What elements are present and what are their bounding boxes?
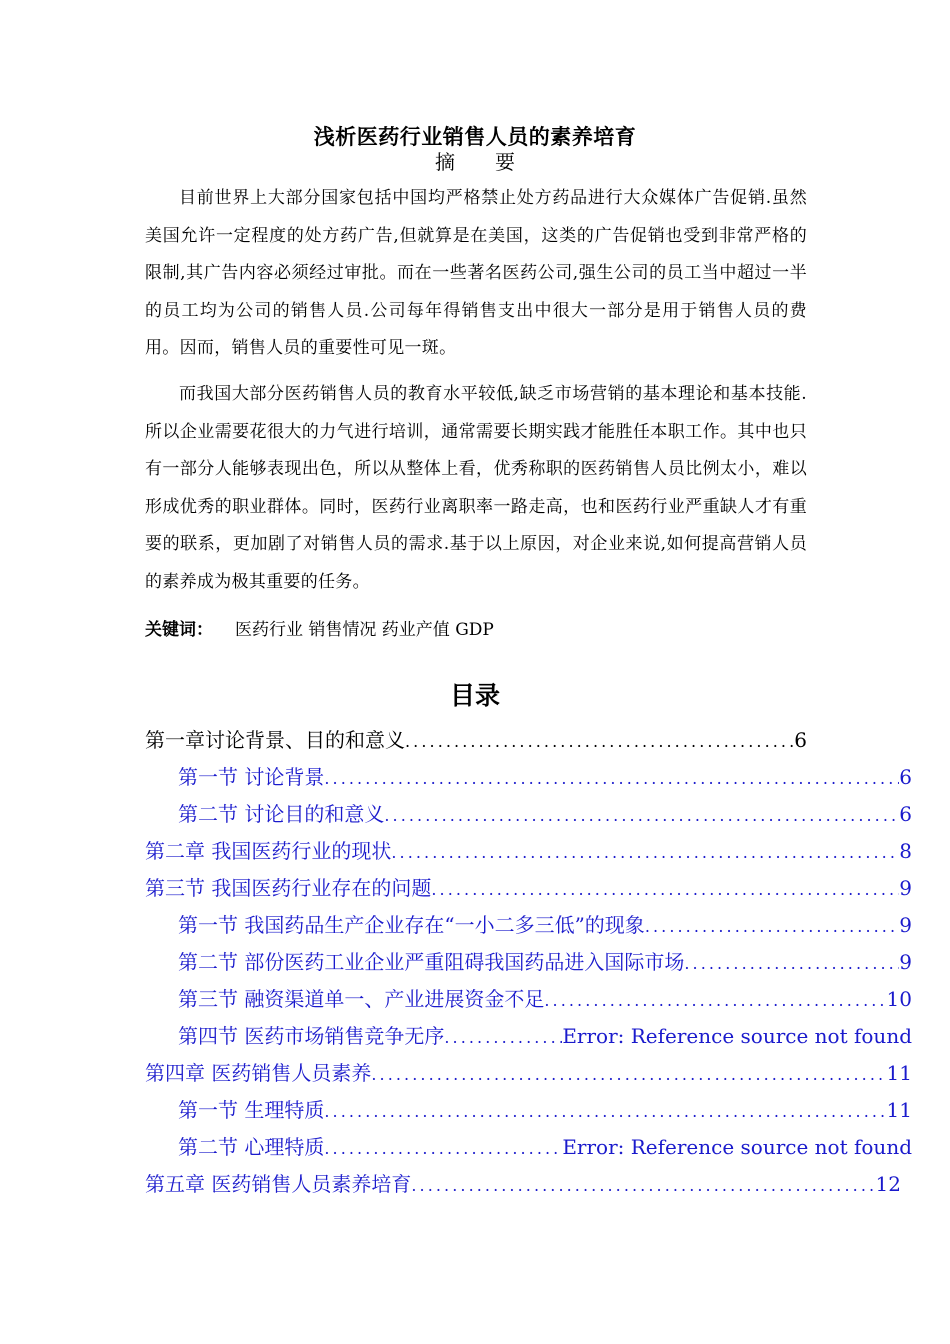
toc-entry[interactable] (145, 722, 807, 758)
toc-entry[interactable] (178, 1129, 912, 1165)
toc-leader-dots (324, 1092, 886, 1128)
toc-entry[interactable] (178, 907, 912, 943)
abstract-heading: 摘 要 (435, 150, 515, 174)
toc-title: 目录 (449, 681, 500, 710)
toc-entry-page: 8 (899, 839, 912, 863)
toc-entry[interactable] (145, 833, 912, 869)
toc-entry-page: 10 (886, 987, 912, 1011)
toc-leader-dots (645, 907, 899, 943)
toc-entry-page: 6 (899, 802, 912, 826)
toc-entry-label: 第一章讨论背景、目的和意义 (145, 728, 405, 752)
toc-leader-dots (684, 944, 899, 980)
toc-entry[interactable] (178, 1092, 912, 1128)
keywords-label: 关键词： (145, 620, 213, 640)
toc-entry-label: 第四节 医药市场销售竞争无序 (178, 1024, 445, 1048)
toc-leader-dots (371, 1055, 886, 1091)
toc-entry-label: 第三节 融资渠道单一、产业进展资金不足 (178, 987, 545, 1011)
toc-entry-label: 第一节 生理特质 (178, 1098, 325, 1122)
keywords-line (145, 616, 494, 644)
toc-leader-dots (391, 833, 899, 869)
toc-entry-page: 6 (899, 765, 912, 789)
toc-leader-dots (324, 1129, 562, 1165)
toc-entry-page: 9 (899, 876, 912, 900)
toc-leader-dots (444, 1018, 562, 1054)
keywords-values: 医药行业 销售情况 药业产值 GDP (235, 620, 494, 640)
toc-entry-label: 第二节 讨论目的和意义 (178, 802, 385, 826)
toc-entry-label: 第四章 医药销售人员素养 (145, 1061, 372, 1085)
toc-entry-page: Error: Reference source not found (562, 1135, 912, 1159)
toc-entry[interactable] (178, 981, 912, 1017)
toc-entry-label: 第二节 心理特质 (178, 1135, 325, 1159)
toc-entry[interactable] (178, 796, 912, 832)
toc-entry-page: 9 (899, 913, 912, 937)
toc-entry[interactable] (178, 944, 912, 980)
toc-entry[interactable] (145, 1166, 901, 1202)
toc-leader-dots (411, 1166, 875, 1202)
abstract-paragraph-2: 而我国大部分医药销售人员的教育水平较低,缺乏市场营销的基本理论和基本技能.所以企业需要花很大的力气进行培训，通常需要长期实践才能胜任本职工作。其中也只有一部分人能够表现出色，所以从整体上看，优秀称职的医药销售人员比例太小，难以形成优秀的职业群体。同时，医药行业离职率一路走高，也和医药行业严重缺人才有重要的联系，更加剧了对销售人员的需求.基于以上原因，对企业来说,如何提高营销人员的素养成为极其重要的任务。 (145, 384, 807, 592)
toc-entry-label: 第二章 我国医药行业的现状 (145, 839, 392, 863)
toc-entry-page: 12 (875, 1172, 901, 1196)
toc-leader-dots (405, 722, 794, 758)
toc-leader-dots (324, 759, 899, 795)
toc-leader-dots (384, 796, 899, 832)
toc-entry-label: 第五章 医药销售人员素养培育 (145, 1172, 412, 1196)
toc-leader-dots (431, 870, 899, 906)
toc-entry-page: 9 (899, 950, 912, 974)
toc-entry[interactable] (178, 759, 912, 795)
toc-entry[interactable] (145, 1055, 912, 1091)
toc-entry-label: 第一节 我国药品生产企业存在“一小二多三低”的现象 (178, 913, 645, 937)
toc-entry-page: 6 (794, 728, 807, 752)
toc-entry-label: 第二节 部份医药工业企业严重阻碍我国药品进入国际市场 (178, 950, 685, 974)
document-title: 浅析医药行业销售人员的素养培育 (313, 124, 637, 149)
toc-entry-label: 第一节 讨论背景 (178, 765, 325, 789)
toc-entry[interactable] (178, 1018, 912, 1054)
toc-entry-label: 第三节 我国医药行业存在的问题 (145, 876, 432, 900)
toc-entry[interactable] (145, 870, 912, 906)
toc-entry-page: 11 (886, 1098, 912, 1122)
abstract-paragraph-1: 目前世界上大部分国家包括中国均严格禁止处方药品进行大众媒体广告促销.虽然美国允许一定程度的处方药广告,但就算是在美国，这类的广告促销也受到非常严格的限制,其广告内容必须经过审批。而在一些著名医药公司,强生公司的员工当中超过一半的员工均为公司的销售人员.公司每年得销售支出中很大一部分是用于销售人员的费用。因而，销售人员的重要性可见一斑。 (145, 188, 807, 358)
toc-entry-page: 11 (886, 1061, 912, 1085)
toc-entry-page: Error: Reference source not found (562, 1024, 912, 1048)
toc-leader-dots (544, 981, 886, 1017)
